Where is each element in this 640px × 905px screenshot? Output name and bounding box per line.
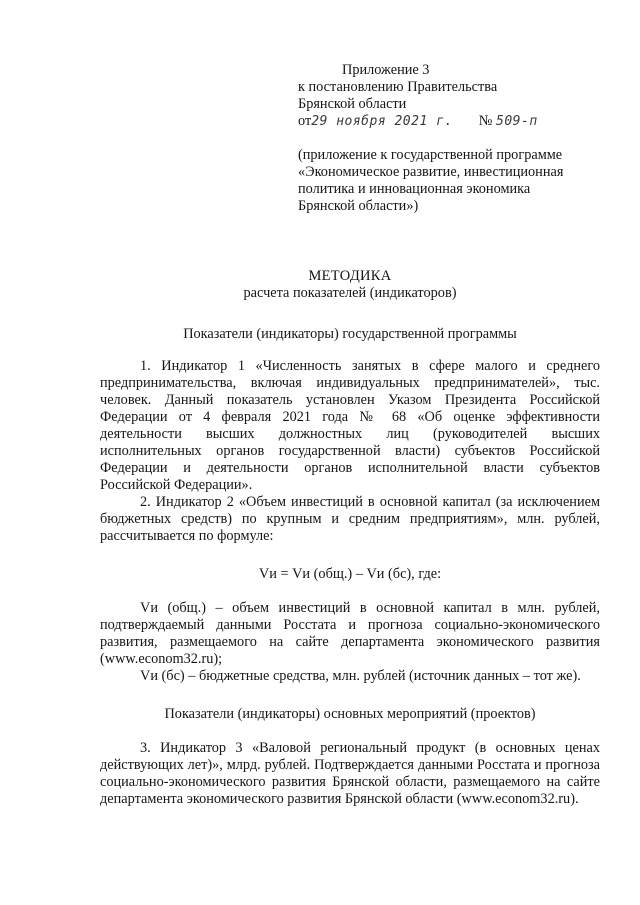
document-title [100, 268, 600, 302]
formula: Vи = Vи (общ.) – Vи (бс), где: [258, 566, 442, 582]
definition-total-investment: Vи (общ.) – объем инвестиций в основной капитал в млн. рублей, подтверждаемый данными Росстата и прогноза социально-экономического развития, размещаемого на сайте департамента экономического развития (www.econom32.ru); [100, 600, 600, 667]
appendix-note-line: политика и инновационная экономика [298, 181, 531, 197]
definition-budget-funds: Vи (бс) – бюджетные средства, млн. рублей (источник данных – тот же). [140, 668, 581, 684]
indicator-2-paragraph: 2. Индикатор 2 «Объем инвестиций в основной капитал (за исключением бюджетных средств) по крупным и средним предприятиям», млн. рублей, рассчитывается по формуле: [100, 494, 600, 544]
section-measures-indicators [100, 706, 600, 723]
formula-definitions [100, 600, 600, 685]
appendix-note-line: Брянской области») [298, 198, 419, 214]
appendix-note-line: (приложение к государственной программе [298, 147, 563, 163]
handwritten-number: 509-п [496, 114, 538, 129]
date-prefix: от [298, 113, 312, 129]
section-program-indicators [100, 326, 600, 343]
indicator-1-paragraph: 1. Индикатор 1 «Численность занятых в сфере малого и среднего предпринимательства, включая индивидуальных предпринимателей», тыс. человек. Данный показатель установлен Указом Президента Российской Федерации от 4 февраля 2021 года № 68 «Об оценке эффективности деятельности высших должностных лиц (руководителей высших исполнительных органов государственной власти) субъектов Российской Федерации и деятельности органов исполнительной власти субъектов Российской Федерации». [100, 358, 600, 493]
appendix-note [298, 147, 618, 215]
handwritten-date: 29 ноября 2021 г. [311, 114, 453, 129]
approval-header [298, 62, 618, 215]
appendix-title: Приложение 3 [342, 62, 430, 78]
section-heading-program: Показатели (индикаторы) государственной программы [183, 326, 517, 342]
indicator-3-paragraph: 3. Индикатор 3 «Валовой региональный продукт (в основных ценах действующих лет)», млрд. рублей. Подтверждается данными Росстата и прогноза социально-экономического развития Брянской области, размещаемого на сайте департамента экономического развития Брянской области (www.econom32.ru). [100, 740, 600, 807]
decree-line-2: Брянской области [298, 96, 407, 112]
decree-date-line [298, 113, 618, 130]
formula-block [100, 566, 600, 583]
number-prefix: № [478, 113, 493, 129]
appendix-note-line: «Экономическое развитие, инвестиционная [298, 164, 564, 180]
section-program-body [100, 358, 600, 545]
section-measures-body [100, 740, 600, 808]
title-main: МЕТОДИКА [308, 268, 392, 284]
section-heading-measures: Показатели (индикаторы) основных мероприятий (проектов) [164, 706, 536, 722]
title-subtitle: расчета показателей (индикаторов) [243, 285, 457, 301]
decree-line-1: к постановлению Правительства [298, 79, 498, 95]
